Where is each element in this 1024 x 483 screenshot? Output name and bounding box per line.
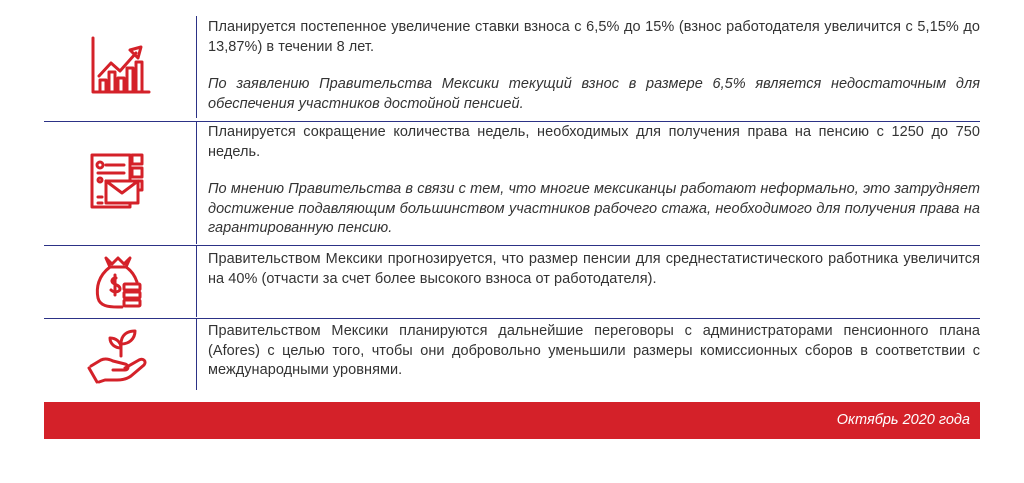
icon-cell [44, 16, 196, 118]
row-main-text: Планируется постепенное увеличение ставки взноса с 6,5% до 15% (взнос работодателя увеличится с 5,15% до 13,87%) в течении 8 лет. [208, 19, 980, 55]
row-note-text: По заявлению Правительства Мексики текущий взнос в размере 6,5% является недостаточным для обеспечения участников достойной пенсией. [208, 76, 980, 112]
info-row-contribution-rate [44, 16, 980, 118]
money-bag-coins-icon [92, 254, 148, 310]
footer-bar [44, 402, 980, 439]
info-row-qualifying-weeks [44, 122, 980, 244]
text-cell [196, 16, 980, 118]
text-cell [196, 122, 980, 244]
footer-date: Октябрь 2020 года [836, 412, 970, 428]
growth-chart-icon [89, 36, 151, 98]
hand-sprout-icon [87, 326, 153, 384]
icon-cell [44, 122, 196, 244]
info-row-pension-increase [44, 246, 980, 317]
info-row-afores-negotiations [44, 319, 980, 390]
row-main-text: Правительством Мексики планируются дальнейшие переговоры с администраторами пенсионного плана (Afores) с целью того, чтобы они добровольно уменьшили размеры комиссионных сборов в соответствии с международными уровнями. [208, 323, 980, 378]
icon-cell [44, 319, 196, 390]
text-cell [196, 246, 980, 317]
icon-cell [44, 246, 196, 317]
row-main-text: Правительством Мексики прогнозируется, что размер пенсии для среднестатистического работника увеличится на 40% (отчасти за счет более высокого взноса от работодателя). [208, 251, 980, 287]
row-note-text: По мнению Правительства в связи с тем, что многие мексиканцы работают неформально, это затрудняет достижение подавляющим большинством участников рабочего стажа, необходимого для получения права на гарантированную пенсию. [208, 181, 980, 236]
text-cell [196, 319, 980, 390]
documents-envelope-icon [88, 151, 152, 215]
row-main-text: Планируется сокращение количества недель, необходимых для получения права на пенсию с 1250 до 750 недель. [208, 124, 980, 160]
